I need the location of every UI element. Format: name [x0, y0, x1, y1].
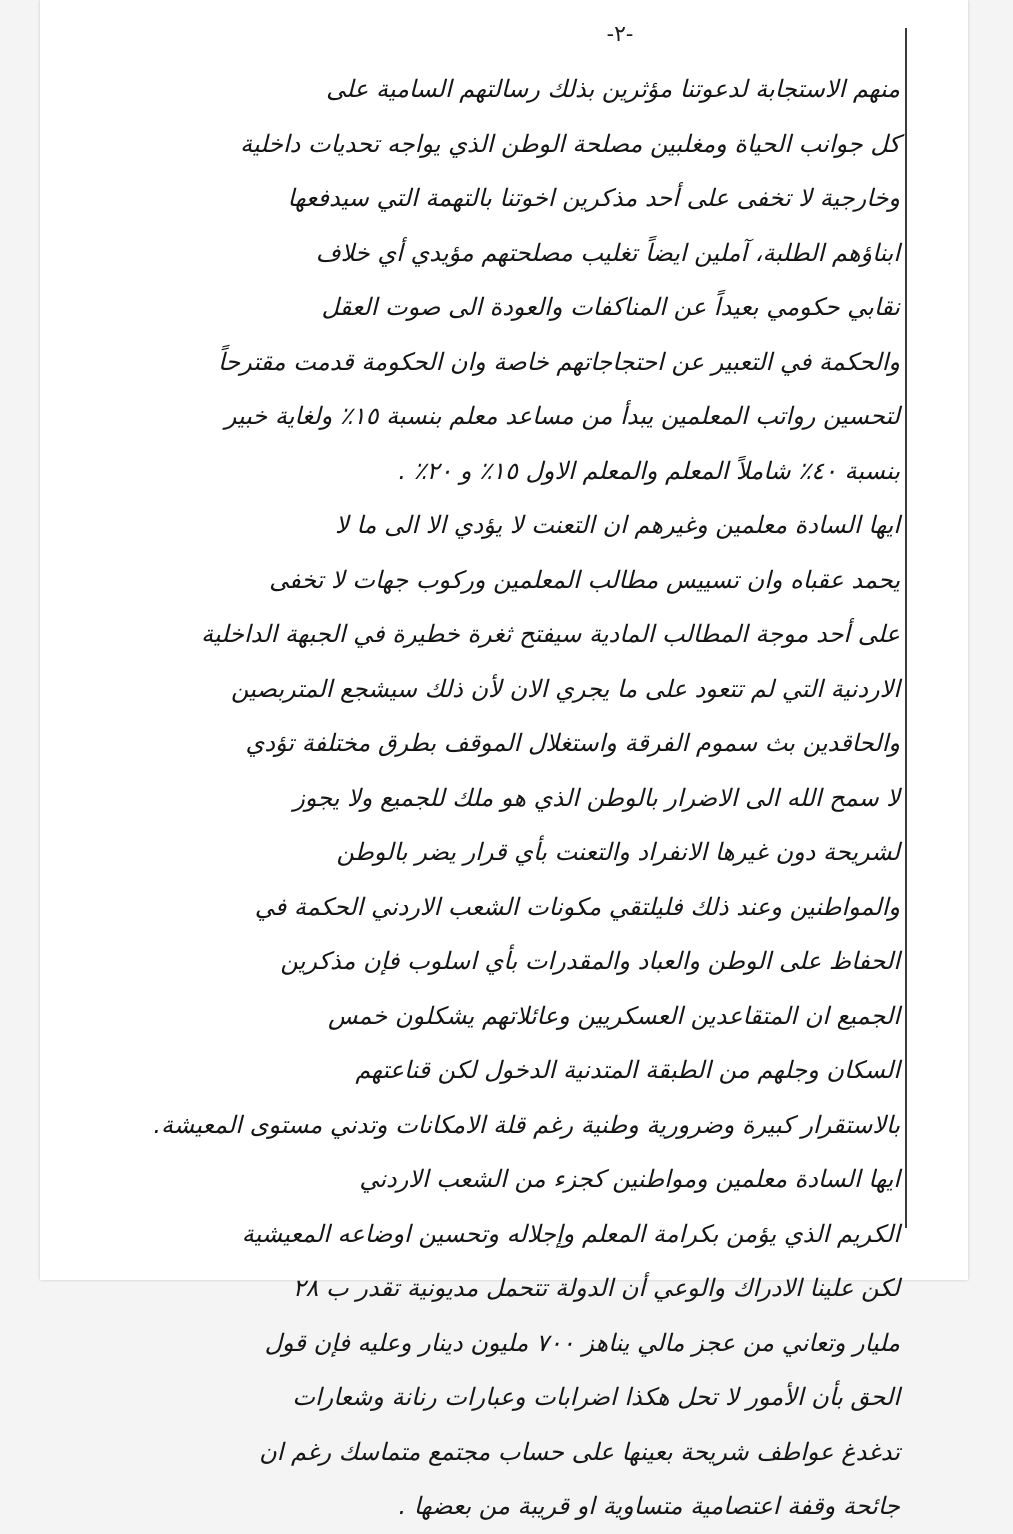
text-line: وخارجية لا تخفى على أحد مذكرين اخوتنا بالتهمة التي سيدفعها — [287, 184, 900, 212]
text-line: الكريم الذي يؤمن بكرامة المعلم وإجلاله وتحسين اوضاعه المعيشية — [241, 1219, 900, 1248]
scanned-page — [40, 0, 968, 1520]
text-line: جائحة وقفة اعتصامية متساوية او قريبة من بعضها . — [398, 1492, 900, 1520]
text-line: ابناؤهم الطلبة، آملين ايضاً تغليب مصلحتهم مؤيدي أي خلاف — [315, 238, 900, 267]
text-line: كل جوانب الحياة ومغلبين مصلحة الوطن الذي يواجه تحديات داخلية — [240, 129, 900, 158]
text-line: والحاقدين بث سموم الفرقة واستغلال الموقف بطرق مختلفة تؤدي — [245, 729, 900, 757]
text-line: الحفاظ على الوطن والعباد والمقدرات بأي اسلوب فإن مذكرين — [280, 947, 900, 975]
text-line: بالاستقرار كبيرة وضرورية وطنية رغم قلة الامكانات وتدني مستوى المعيشة. — [153, 1110, 900, 1139]
text-line: تدغدغ عواطف شريحة بعينها على حساب مجتمع متماسك رغم ان — [259, 1437, 900, 1466]
text-line: لتحسين رواتب المعلمين يبدأ من مساعد معلم بنسبة ١٥٪ ولغاية خبير — [224, 402, 900, 430]
text-line: بنسبة ٤٠٪ شاملاً المعلم والمعلم الاول ١٥٪ و ٢٠٪ . — [398, 456, 900, 485]
text-line: والمواطنين وعند ذلك فليلتقي مكونات الشعب الاردني الحكمة في — [254, 892, 900, 921]
text-line: لكن علينا الادراك والوعي أن الدولة تتحمل مديونية تقدر ب ٢٨ — [292, 1274, 900, 1302]
text-line: نقابي حكومي بعيداً عن المناكفات والعودة الى صوت العقل — [321, 293, 900, 321]
text-line: والحكمة في التعبير عن احتجاجاتهم خاصة وان الحكومة قدمت مقترحاً — [218, 347, 900, 376]
text-line: ايها السادة معلمين ومواطنين كجزء من الشعب الاردني — [359, 1165, 900, 1193]
text-line: لا سمح الله الى الاضرار بالوطن الذي هو ملك للجميع ولا يجوز — [293, 783, 900, 812]
text-line: الاردنية التي لم تتعود على ما يجري الان لأن ذلك سيشجع المتربصين — [231, 674, 900, 703]
page-number: -٢- — [606, 22, 634, 47]
handwritten-letter-body — [128, 62, 900, 1534]
text-line: السكان وجلهم من الطبقة المتدنية الدخول لكن قناعتهم — [355, 1056, 900, 1084]
margin-rule — [905, 28, 907, 1228]
text-line: مليار وتعاني من عجز مالي يناهز ٧٠٠ مليون دينار وعليه فإن قول — [264, 1328, 900, 1357]
text-line: الحق بأن الأمور لا تحل هكذا اضرابات وعبارات رنانة وشعارات — [292, 1383, 900, 1411]
text-line: منهم الاستجابة لدعوتنا مؤثرين بذلك رسالتهم السامية على — [326, 75, 900, 103]
text-line: يحمد عقباه وان تسييس مطالب المعلمين وركوب جهات لا تخفى — [269, 565, 900, 594]
text-line: ايها السادة معلمين وغيرهم ان التعنت لا يؤدي الا الى ما لا — [335, 511, 900, 539]
text-line: الجميع ان المتقاعدين العسكريين وعائلاتهم يشكلون خمس — [327, 1001, 900, 1030]
text-line: لشريحة دون غيرها الانفراد والتعنت بأي قرار يضر بالوطن — [336, 838, 900, 866]
text-line: على أحد موجة المطالب المادية سيفتح ثغرة خطيرة في الجبهة الداخلية — [201, 620, 900, 648]
